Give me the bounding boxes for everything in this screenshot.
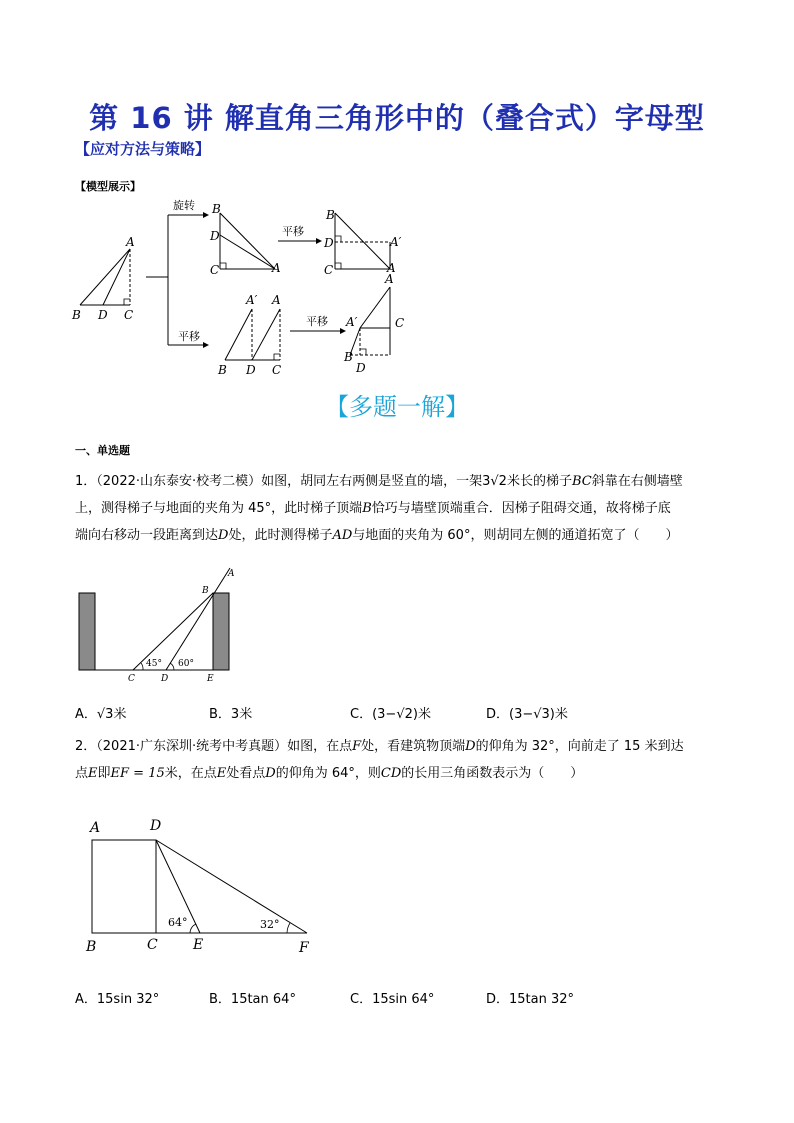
left-wall: [79, 593, 95, 670]
q1-text: [75, 468, 683, 549]
svg-text:D: D: [324, 236, 334, 250]
q2-option-b[interactable]: B．15tan 64°: [209, 992, 296, 1007]
q1-line1: 1．（2022·山东泰安·校考二模）如图，胡同左右两侧是竖直的墙，一架3√2米长的梯子BC斜靠在右侧墙壁: [75, 474, 683, 489]
svg-text:平移: 平移: [306, 315, 328, 328]
q1-line2: 上，测得梯子与地面的夹角为 45°，此时梯子顶端B恰巧与墙壁顶端重合．因梯子阻碍交通，故将梯子底: [75, 501, 671, 516]
svg-text:F: F: [299, 940, 309, 956]
q1-option-c[interactable]: C．(3−√2)米: [350, 707, 431, 722]
svg-text:平移: 平移: [282, 225, 304, 238]
svg-text:A: A: [385, 272, 394, 286]
svg-text:D: D: [210, 229, 220, 243]
svg-text:32°: 32°: [260, 918, 280, 931]
q2-option-c[interactable]: C．15sin 64°: [350, 992, 435, 1007]
model-figure: [60, 195, 420, 385]
line-DA: [103, 249, 130, 305]
page-title: 第 16 讲 解直角三角形中的（叠合式）字母型: [89, 101, 705, 135]
svg-text:D: D: [150, 818, 162, 834]
label-B: B: [72, 308, 81, 322]
svg-text:C: C: [395, 316, 405, 330]
svg-text:E: E: [207, 674, 214, 684]
q2-option-a[interactable]: A．15sin 32°: [75, 992, 160, 1007]
svg-text:C: C: [324, 263, 334, 277]
model-heading: 【模型展示】: [75, 180, 141, 193]
right-wall: [213, 593, 229, 670]
svg-text:B: B: [212, 202, 221, 216]
q2-line2: 点E即EF = 15米，在点E处看点D的仰角为 64°，则CD的长用三角函数表示为（ ）: [75, 766, 584, 781]
svg-text:A: A: [387, 261, 396, 275]
svg-text:D: D: [246, 363, 256, 377]
q2-figure: [80, 810, 320, 960]
svg-text:A′: A′: [390, 235, 402, 249]
svg-text:B: B: [218, 363, 227, 377]
svg-text:A′: A′: [346, 315, 358, 329]
q2-text: [75, 733, 684, 787]
banner: 【多题一解】: [325, 393, 469, 421]
svg-text:B: B: [202, 586, 209, 596]
svg-text:D: D: [356, 361, 366, 375]
svg-text:B: B: [344, 350, 353, 364]
svg-text:平移: 平移: [178, 330, 200, 343]
label-D: D: [98, 308, 108, 322]
svg-text:E: E: [193, 937, 204, 953]
label-C: C: [124, 308, 134, 322]
svg-text:C: C: [210, 263, 220, 277]
svg-text:C: C: [272, 363, 282, 377]
svg-text:A′: A′: [246, 293, 258, 307]
strategy-heading: 【应对方法与策略】: [75, 140, 211, 158]
label-A: A: [126, 235, 135, 249]
q1-option-b[interactable]: B．3米: [209, 707, 253, 722]
svg-text:60°: 60°: [178, 659, 194, 669]
svg-text:C: C: [147, 937, 158, 953]
q1-option-a[interactable]: A．√3米: [75, 707, 127, 722]
svg-text:64°: 64°: [168, 916, 188, 929]
svg-text:B: B: [86, 939, 97, 955]
svg-text:A: A: [90, 820, 101, 836]
building: [92, 840, 156, 933]
svg-text:A: A: [272, 293, 281, 307]
q2-line1: 2．（2021·广东深圳·统考中考真题）如图，在点F处，看建筑物顶端D的仰角为 32°，向前走了 15 米到达: [75, 739, 684, 754]
svg-text:C: C: [128, 674, 135, 684]
svg-text:D: D: [161, 674, 169, 684]
q1-line3: 端向右移动一段距离到达D处，此时测得梯子AD与地面的夹角为 60°，则胡同左侧的通道拓宽了（ ）: [75, 528, 679, 543]
svg-text:45°: 45°: [146, 659, 162, 669]
q1-option-d[interactable]: D．(3−√3)米: [486, 707, 568, 722]
svg-text:A: A: [228, 569, 235, 579]
line-BA: [80, 249, 130, 305]
section-heading: 一、单选题: [75, 444, 130, 457]
q1-figure: [70, 563, 250, 685]
svg-text:A: A: [272, 261, 281, 275]
q2-option-d[interactable]: D．15tan 32°: [486, 992, 575, 1007]
svg-text:B: B: [326, 208, 335, 222]
rotate-label: 旋转: [173, 199, 195, 212]
